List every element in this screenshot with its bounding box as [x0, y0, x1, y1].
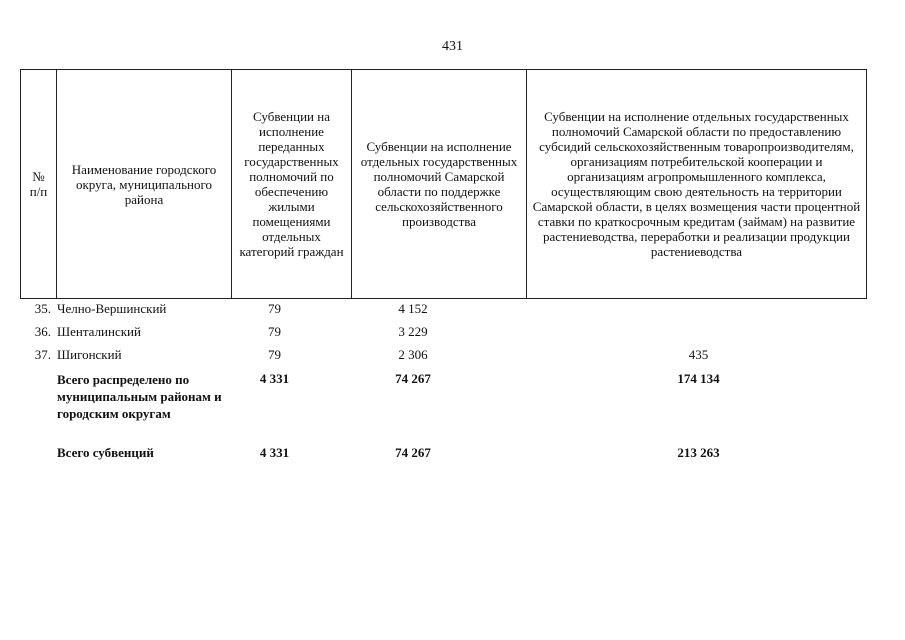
- row-num: 37.: [34, 347, 51, 362]
- header-subsidy-interest-rate: [527, 70, 867, 299]
- total-all-housing: 4 331: [259, 445, 290, 460]
- header-row: [21, 70, 867, 299]
- header-subsidy-agriculture-label: Субвенции на исполнение отдельных государственных полномочий Самарской области по поддержке сельскохозяйственного производства: [360, 139, 518, 229]
- total-distributed-label: Всего распределено по муниципальным районам и городским округам: [57, 372, 222, 421]
- total-all-interest-rate: 213 263: [677, 445, 720, 460]
- row-num: 35.: [34, 301, 51, 316]
- total-all-agriculture: 74 267: [395, 445, 431, 460]
- row-subsidy-housing: 79: [268, 301, 281, 316]
- header-subsidy-housing-label: Субвенции на исполнение переданных государственных полномочий по обеспечению жилыми помещениями отдельных категорий граждан: [239, 109, 344, 259]
- header-name: [57, 70, 232, 299]
- row-subsidy-agriculture: 3 229: [398, 324, 428, 339]
- row-subsidy-interest-rate: 435: [688, 347, 709, 362]
- total-all-label: Всего субвенций: [57, 445, 154, 460]
- row-subsidy-housing: 79: [268, 324, 281, 339]
- total-distributed-housing: 4 331: [259, 371, 290, 386]
- row-name: Шенталинский: [57, 324, 141, 339]
- table-header: [20, 69, 867, 299]
- header-num: [21, 70, 57, 299]
- header-name-label: Наименование городского округа, муниципального района: [71, 161, 217, 207]
- row-subsidy-housing: 79: [268, 347, 281, 362]
- page-number: 431: [442, 39, 463, 54]
- header-subsidy-interest-rate-label: Субвенции на исполнение отдельных государственных полномочий Самарской области по предоставлению субсидий сельскохозяйственным товаропроизводителям, организациям потребительской кооперации и организациям агропромышленного комплекса, осуществляющим свою деятельность на территории Самарской области, в целях возмещения части процентной ставки по краткосрочным кредитам (займам) на развитие растениеводства, переработки и реализации продукции растениеводства: [532, 109, 861, 259]
- row-subsidy-agriculture: 4 152: [398, 301, 428, 316]
- row-num: 36.: [34, 324, 51, 339]
- header-subsidy-housing: [232, 70, 352, 299]
- header-subsidy-agriculture: [352, 70, 527, 299]
- header-num-label: № п/п: [29, 169, 48, 199]
- row-name: Челно-Вершинский: [57, 301, 167, 316]
- row-subsidy-agriculture: 2 306: [398, 347, 428, 362]
- total-distributed-agriculture: 74 267: [395, 371, 431, 386]
- row-name: Шигонский: [57, 347, 122, 362]
- total-distributed-interest-rate: 174 134: [677, 371, 720, 386]
